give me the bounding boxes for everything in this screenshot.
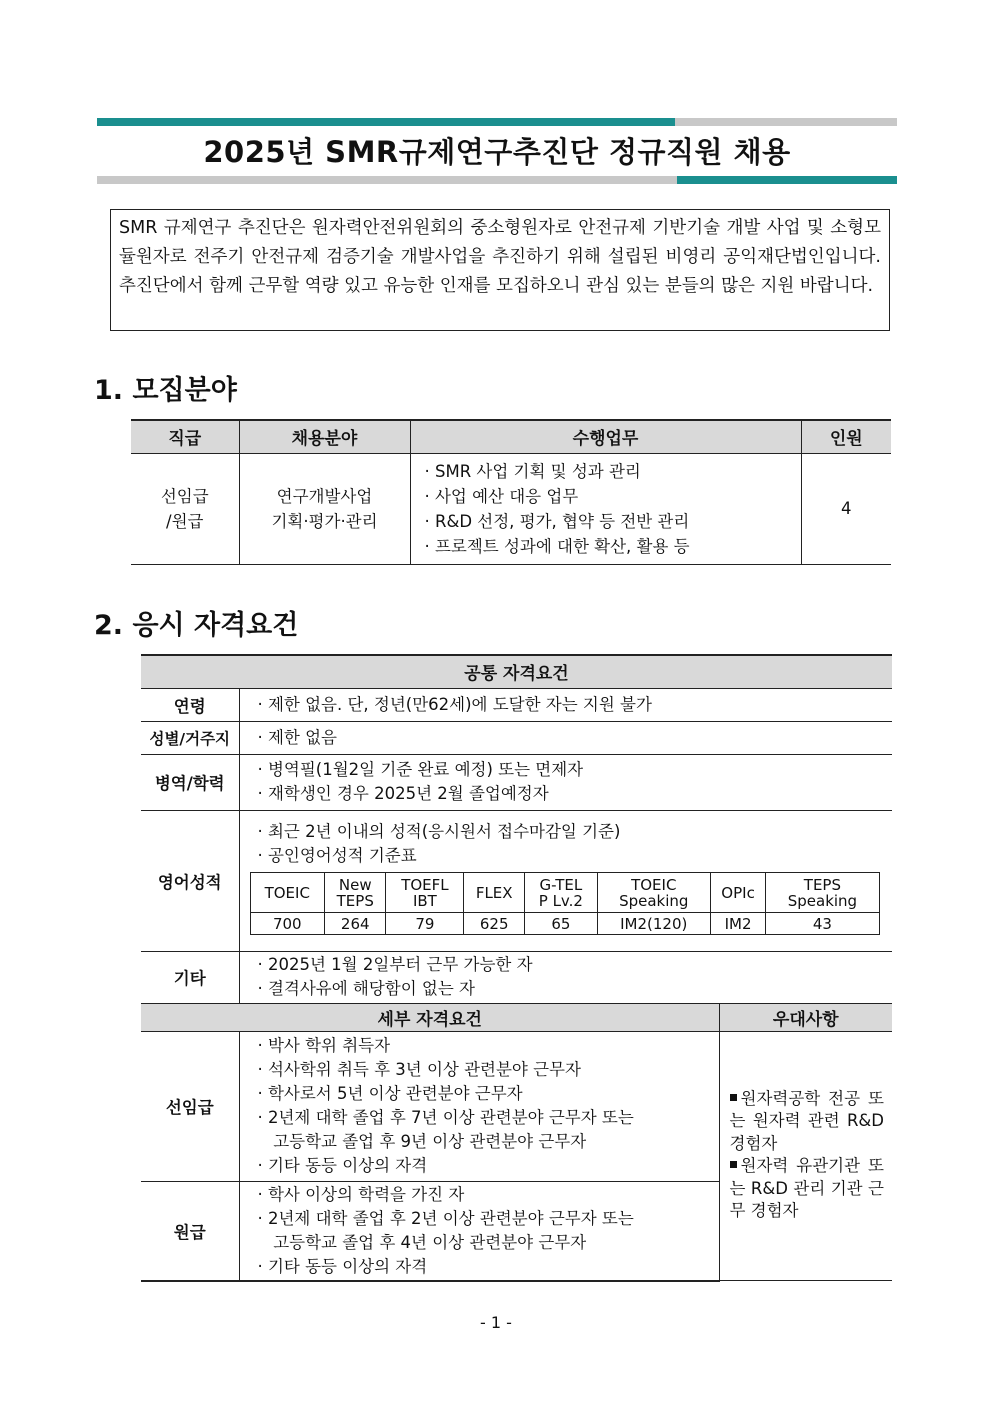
label-junior: 원급	[141, 1181, 239, 1281]
text-senior: · 박사 학위 취득자 · 석사학위 취득 후 3년 이상 관련분야 근무자 · 학사로서 5년 이상 관련분야 근무자 · 2년제 대학 졸업 후 7년 이상 관련분야 근무자 또는 고등학교 졸업 후 9년 이상 관련분야 근무자 · 기타 동등 이상의 자격	[239, 1031, 719, 1181]
cell-count: 4	[801, 453, 891, 564]
detail-header: 세부 자격요건	[141, 1003, 719, 1031]
text-gender-residence: · 제한 없음	[239, 721, 892, 754]
section2-title: 2. 응시 자격요건	[94, 610, 299, 641]
eng-value-opic: IM2	[710, 913, 766, 935]
text-age: · 제한 없음. 단, 정년(만62세)에 도달한 자는 지원 불가	[239, 688, 892, 721]
preferences-cell	[719, 1031, 892, 1281]
english-score-table	[250, 872, 880, 935]
eng-value-toeic-speaking: IM2(120)	[597, 913, 710, 935]
text-junior: · 학사 이상의 학력을 가진 자 · 2년제 대학 졸업 후 2년 이상 관련분야 근무자 또는 고등학교 졸업 후 4년 이상 관련분야 근무자 · 기타 동등 이상의 자격	[239, 1181, 719, 1281]
preference-item: 원자력공학 전공 또는 원자력 관련 R&D 경험자	[729, 1088, 884, 1153]
title-bar-teal-top	[97, 118, 675, 126]
page-number: - 1 -	[480, 1313, 512, 1332]
eng-header-opic: OPIc	[710, 873, 766, 913]
cell-grade: 선임급 /원급	[131, 453, 239, 564]
eng-header-gtelp: G-TEL P Lv.2	[525, 873, 598, 913]
title-band	[97, 118, 897, 184]
recruitment-table	[131, 419, 891, 565]
label-senior: 선임급	[141, 1031, 239, 1181]
section1-title: 1. 모집분야	[94, 375, 237, 406]
text-english: · 최근 2년 이내의 성적(응시원서 접수마감일 기준) · 공인영어성적 기준표 TOEIC New TEPS TOEFL IBT FLEX G-TEL P Lv.2 TOEIC Speaking OPIc TEPS Speaking 700 264 79 625 65 IM2(120) IM2 43	[239, 810, 892, 951]
label-military-education: 병역/학력	[141, 754, 239, 810]
page-title: 2025년 SMR규제연구추진단 정규직원 채용	[203, 135, 791, 169]
title-bar-gray-top	[675, 118, 897, 126]
qualification-table	[141, 654, 892, 1282]
pref-header: 우대사항	[719, 1003, 892, 1031]
eng-header-teps-speaking: TEPS Speaking	[766, 873, 879, 913]
eng-header-toefl: TOEFL IBT	[386, 873, 464, 913]
square-bullet-icon	[730, 1094, 737, 1101]
label-gender-residence: 성별/거주지	[141, 721, 239, 754]
eng-value-teps-speaking: 43	[766, 913, 879, 935]
label-age: 연령	[141, 688, 239, 721]
title-bar-teal-bottom	[677, 176, 897, 184]
title-bar-gray-bottom	[97, 176, 677, 184]
text-military-education: · 병역필(1월2일 기준 완료 예정) 또는 면제자 · 재학생인 경우 2025년 2월 졸업예정자	[239, 754, 892, 810]
header-count: 인원	[801, 420, 891, 453]
eng-header-new-teps: New TEPS	[325, 873, 386, 913]
eng-header-flex: FLEX	[464, 873, 525, 913]
label-etc: 기타	[141, 951, 239, 1003]
cell-tasks: · SMR 사업 기획 및 성과 관리 · 사업 예산 대응 업무 · R&D 선정, 평가, 협약 등 전반 관리 · 프로젝트 성과에 대한 확산, 활용 등	[410, 453, 801, 564]
eng-value-toefl: 79	[386, 913, 464, 935]
header-field: 채용분야	[239, 420, 410, 453]
eng-value-gtelp: 65	[525, 913, 598, 935]
eng-header-toeic: TOEIC	[250, 873, 325, 913]
eng-value-flex: 625	[464, 913, 525, 935]
eng-header-toeic-speaking: TOEIC Speaking	[597, 873, 710, 913]
preference-item: 원자력 유관기관 또는 R&D 관리 기관 근무 경험자	[729, 1156, 884, 1220]
header-grade: 직급	[131, 420, 239, 453]
intro-box: SMR 규제연구 추진단은 원자력안전위원회의 중소형원자로 안전규제 기반기술 개발 사업 및 소형모듈원자로 전주기 안전규제 검증기술 개발사업을 추진하기 위해 설립된 비영리 공익재단법인입니다. 추진단에서 함께 근무할 역량 있고 유능한 인재를 모집하오니 관심 있는 분들의 많은 지원 바랍니다.	[110, 209, 890, 331]
eng-value-toeic: 700	[250, 913, 325, 935]
eng-value-new-teps: 264	[325, 913, 386, 935]
text-etc: · 2025년 1월 2일부터 근무 가능한 자 · 결격사유에 해당함이 없는 자	[239, 951, 892, 1003]
square-bullet-icon	[730, 1161, 737, 1168]
header-tasks: 수행업무	[410, 420, 801, 453]
cell-field: 연구개발사업 기획·평가·관리	[239, 453, 410, 564]
label-english: 영어성적	[141, 810, 239, 951]
common-header: 공통 자격요건	[141, 655, 892, 688]
